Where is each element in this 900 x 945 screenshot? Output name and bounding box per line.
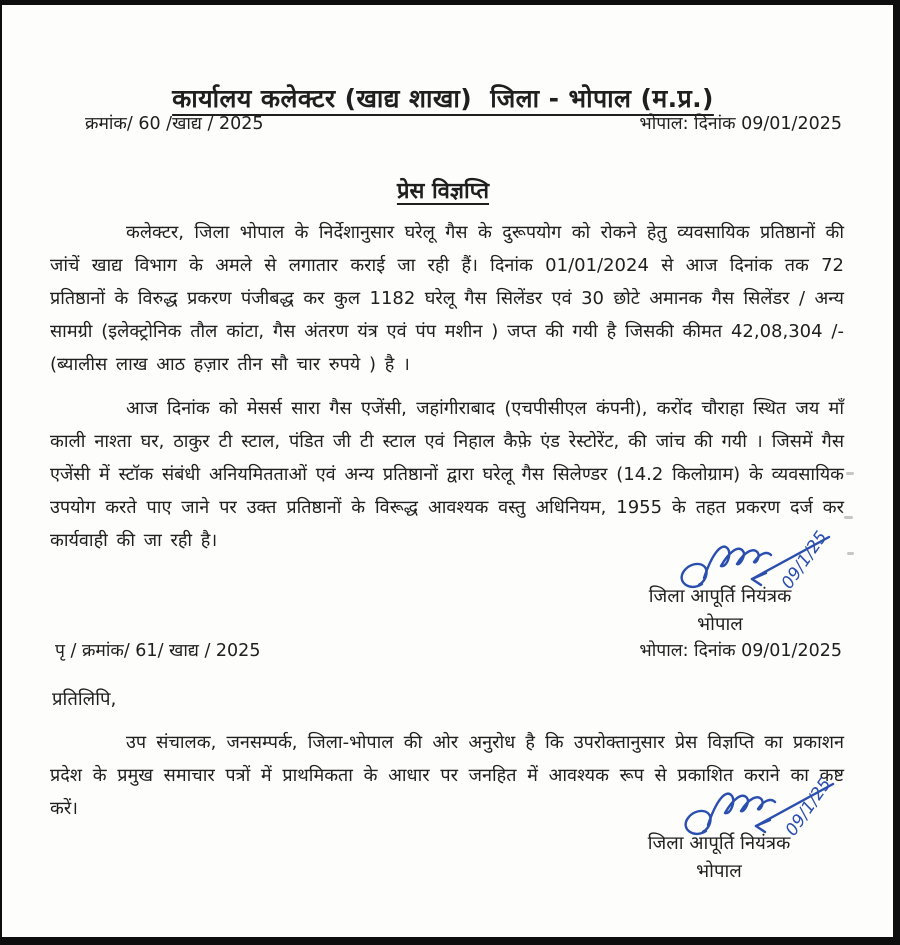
signer-designation: जिला आपूर्ति नियंत्रक	[648, 586, 792, 607]
copy-to-label: प्रतिलिपि,	[52, 689, 117, 710]
signature-block-1	[600, 527, 840, 638]
signature-scribble-icon	[666, 528, 866, 602]
scan-border-right	[893, 0, 900, 945]
signer-place: भोपाल	[697, 614, 743, 635]
signer-place: भोपाल	[696, 861, 742, 882]
signature-handwritten-date: 09/1/25	[781, 774, 836, 840]
paragraph-1: कलेक्टर, जिला भोपाल के निर्देशानुसार घरेलू गैस के दुरूपयोग को रोकने हेतु व्यवसायिक प्रतिष्ठानों की जांचें खाद्य विभाग के अमले से लगातार कराई जा रही हैं। दिनांक 01/01/2024 से आज दिनांक तक 72 प्रतिष्ठानों के विरुद्ध प्रकरण पंजीबद्ध कर कुल 1182 घरेलू गैस सिलेंडर एवं 30 छोटे अमानक गैस सिलेंडर / अन्य सामग्री (इलेक्ट्रोनिक तौल कांटा, गैस अंतरण यंत्र एवं पंप मशीन ) जप्त की गयी है जिसकी कीमत 42,08,304 /- (ब्यालीस लाख आठ हज़ार तीन सौ चार रुपये ) है ।	[50, 222, 844, 375]
dispatch-reference-row	[55, 638, 842, 662]
office-title: कार्यालय कलेक्टर (खाद्य शाखा) जिला - भोपाल (म.प्र.)	[172, 83, 714, 113]
signature-handwritten-date: 09/1/25	[777, 527, 832, 593]
paragraph-3: उप संचालक, जनसम्पर्क, जिला-भोपाल की ओर अनुरोध है कि उपरोक्तानुसार प्रेस विज्ञप्ति का प्रकाशन प्रदेश के प्रमुख समाचार पत्रों में प्राथमिकता के आधार पर जनहित में आवश्यक रूप से प्रकाशित कराने का कष्ट करें।	[50, 732, 844, 819]
signer-designation: जिला आपूर्ति नियंत्रक	[647, 833, 791, 854]
press-release-title: प्रेस विज्ञप्ति	[396, 179, 490, 205]
paragraph-2: आज दिनांक को मेसर्स सारा गैस एजेंसी, जहांगीराबाद (एचपीसीएल कंपनी), करोंद चौराहा स्थित जय माँ काली नाश्ता घर, ठाकुर टी स्टाल, पंडित जी टी स्टाल एवं निहाल कैफ़े एंड रेस्टोरेंट, की जांच की गयी । जिसमें गैस एजेंसी में स्टॉक संबंधी अनियमितताओं एवं अन्य प्रतिष्ठानों द्वारा घरेलू गैस सिलेण्डर (14.2 किलोग्राम) के व्यवसायिक उपयोग करते पाए जाने पर उक्त प्रतिष्ठानों के विरूद्ध आवश्यक वस्तु अधिनियम, 1955 के तहत प्रकरण दर्ज कर कार्यवाही की जा रही है।	[50, 398, 844, 551]
header-reference-row	[85, 111, 842, 135]
scan-border-bottom	[0, 937, 900, 945]
issue-place-date: भोपाल: दिनांक 09/01/2025	[639, 114, 842, 134]
scan-speck	[846, 472, 854, 475]
scan-speck	[844, 516, 853, 519]
dispatch-place-date: भोपाल: दिनांक 09/01/2025	[639, 641, 842, 661]
scan-border-top	[0, 0, 900, 5]
scan-border-left	[0, 0, 2, 945]
reference-number: क्रमांक/ 60 /खाद्य / 2025	[85, 114, 264, 134]
dispatch-number: पृ / क्रमांक/ 61/ खाद्य / 2025	[55, 641, 261, 661]
signature-scribble-icon	[670, 775, 870, 849]
signature-block-2	[604, 774, 836, 885]
